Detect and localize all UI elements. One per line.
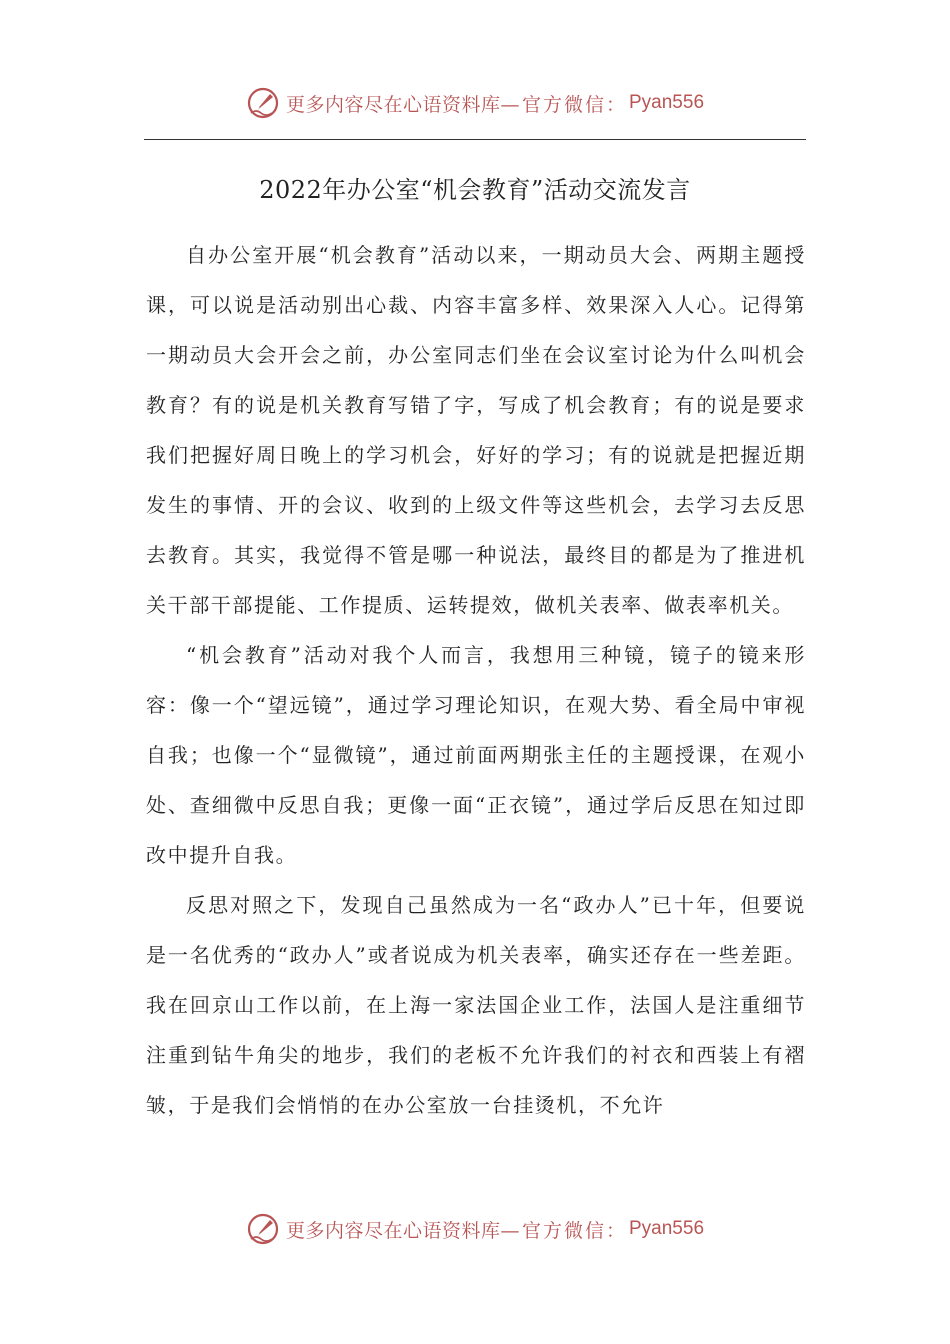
footer-banner — [0, 1209, 950, 1249]
wechat-label: 官方微信： — [521, 93, 627, 116]
header-banner — [0, 83, 950, 123]
paragraph: 反思对照之下，发现自己虽然成为一名“政办人”已十年，但要说是一名优秀的“政办人”或者说成为机关表率，确实还存在一些差距。我在回京山工作以前，在上海一家法国企业工作，法国人是注重细节注重到钻牛角尖的地步，我们的老板不允许我们的衬衣和西装上有褶皱，于是我们会悄悄的在办公室放一台挂烫机，不允许 — [146, 893, 806, 1117]
document-body — [146, 230, 806, 1130]
quill-logo-icon — [246, 86, 280, 120]
document-title: 2022年办公室“机会教育”活动交流发言 — [259, 176, 691, 204]
wechat-id: Pyan556 — [629, 92, 705, 113]
paragraph: 自办公室开展“机会教育”活动以来，一期动员大会、两期主题授课，可以说是活动别出心裁、内容丰富多样、效果深入人心。记得第一期动员大会开会之前，办公室同志们坐在会议室讨论为什么叫机会教育？有的说是机关教育写错了字，写成了机会教育；有的说是要求我们把握好周日晚上的学习机会，好好的学习；有的说就是把握近期发生的事情、开的会议、收到的上级文件等这些机会，去学习去反思去教育。其实，我觉得不管是哪一种说法，最终目的都是为了推进机关干部干部提能、工作提质、运转提效，做机关表率、做表率机关。 — [146, 243, 806, 617]
quill-logo-icon — [246, 1212, 280, 1246]
wechat-label: 官方微信： — [521, 1219, 627, 1242]
header-divider — [144, 139, 806, 140]
banner-text: 更多内容尽在心语资料库— — [285, 1219, 520, 1242]
paragraph: “机会教育”活动对我个人而言，我想用三种镜，镜子的镜来形容：像一个“望远镜”，通过学习理论知识，在观大势、看全局中审视自我；也像一个“显微镜”，通过前面两期张主任的主题授课，在观小处、查细微中反思自我；更像一面“正衣镜”，通过学后反思在知过即改中提升自我。 — [146, 643, 806, 867]
wechat-id: Pyan556 — [629, 1218, 705, 1239]
banner-text: 更多内容尽在心语资料库— — [285, 93, 520, 116]
